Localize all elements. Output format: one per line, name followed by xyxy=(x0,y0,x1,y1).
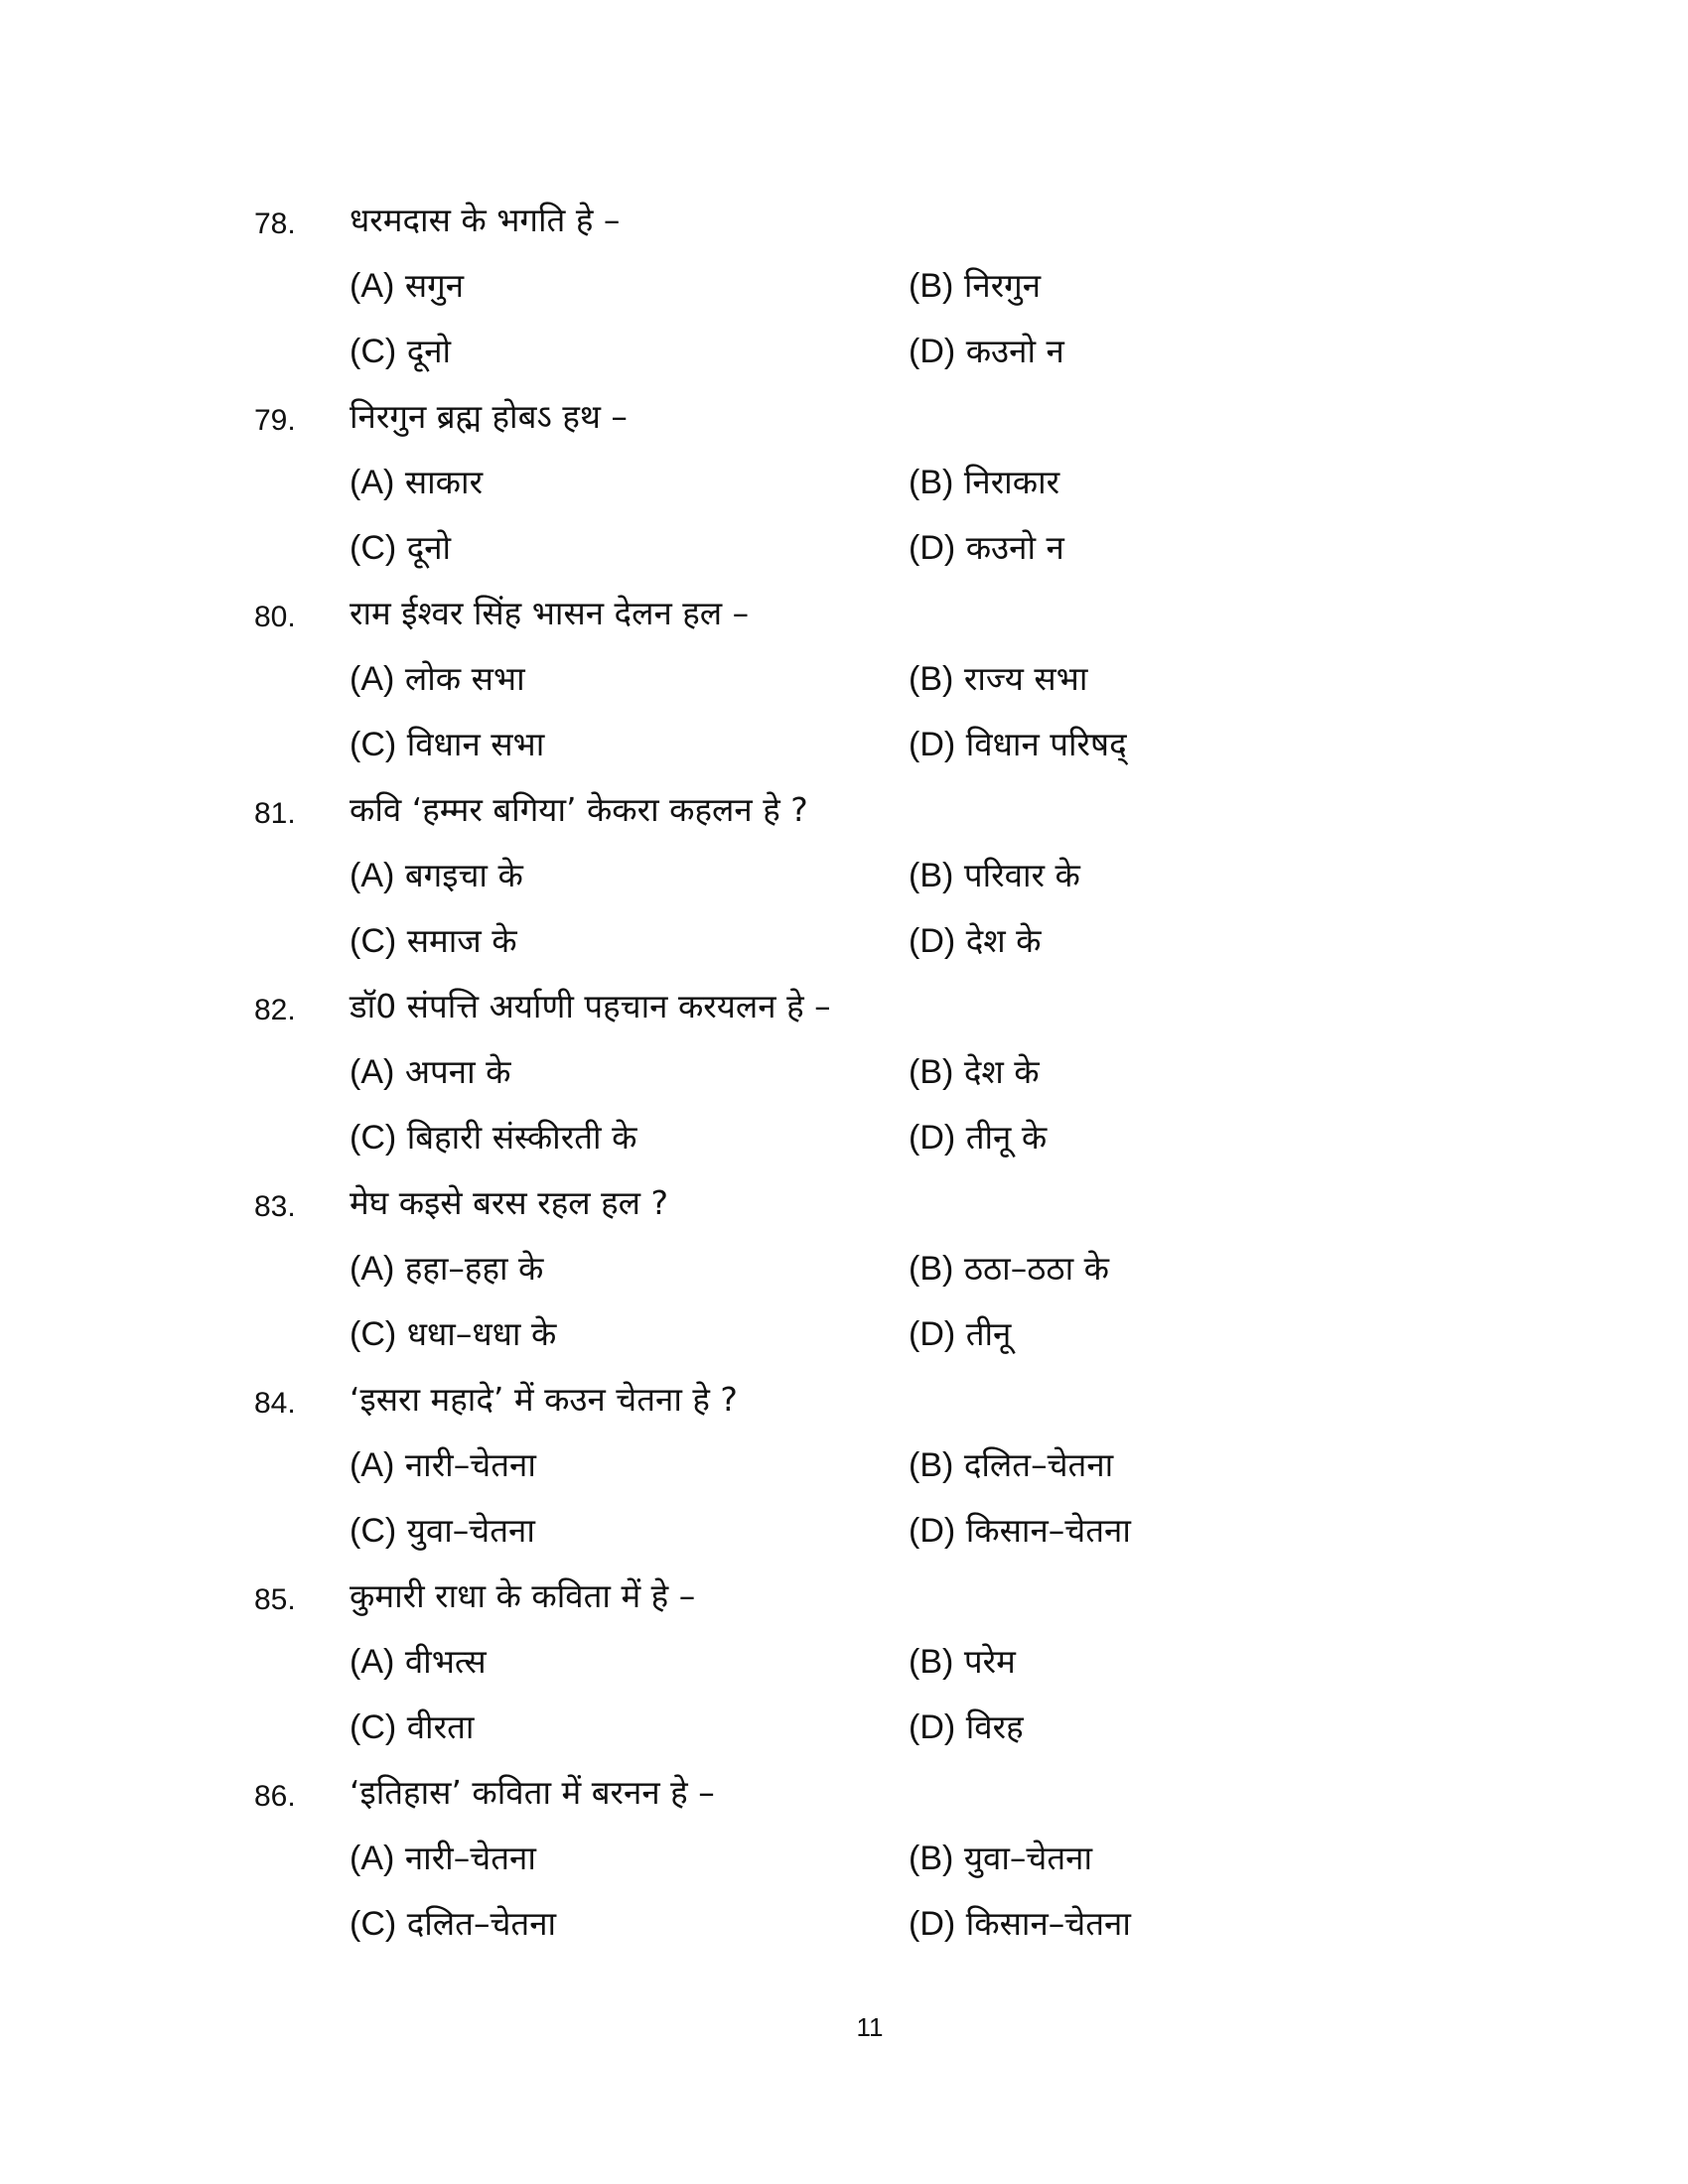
option-d xyxy=(909,1509,1131,1553)
option-text: निराकार xyxy=(963,463,1060,501)
question-79 xyxy=(0,381,1688,578)
question-number: 79. xyxy=(254,404,296,437)
option-letter: (D) xyxy=(909,726,956,763)
option-b xyxy=(909,1050,1040,1094)
question-text: निरगुन ब्रह्म होबऽ हथ – xyxy=(350,397,628,436)
option-a xyxy=(350,1640,487,1684)
option-text: विधान परिषद् xyxy=(965,725,1127,763)
option-d xyxy=(909,723,1127,766)
option-a xyxy=(350,1837,536,1880)
option-c xyxy=(350,526,451,570)
option-text: बिहारी संस्कीरती के xyxy=(406,1118,637,1157)
question-83 xyxy=(0,1167,1688,1364)
option-b xyxy=(909,1837,1092,1880)
question-82 xyxy=(0,971,1688,1167)
question-number: 81. xyxy=(254,797,296,830)
question-text: राम ईश्वर सिंह भासन देलन हल – xyxy=(350,594,750,632)
option-text: युवा–चेतना xyxy=(406,1511,535,1550)
option-c xyxy=(350,1706,474,1749)
option-d xyxy=(909,1902,1131,1946)
question-text: धरमदास के भगति हे – xyxy=(350,201,621,239)
option-text: किसान–चेतना xyxy=(965,1511,1131,1550)
option-letter: (B) xyxy=(909,857,954,894)
option-d xyxy=(909,1312,1011,1356)
option-c xyxy=(350,919,517,963)
option-text: परिवार के xyxy=(963,856,1080,894)
option-letter: (C) xyxy=(350,1512,397,1550)
question-number: 78. xyxy=(254,207,296,240)
question-84 xyxy=(0,1364,1688,1561)
option-c xyxy=(350,723,544,766)
option-a xyxy=(350,1443,536,1487)
question-text: ‘इतिहास’ कविता में बरनन हे – xyxy=(350,1773,715,1812)
option-text: युवा–चेतना xyxy=(963,1839,1092,1877)
option-text: समाज के xyxy=(406,921,517,960)
question-number: 83. xyxy=(254,1190,296,1223)
option-b xyxy=(909,1247,1109,1291)
option-a xyxy=(350,1050,510,1094)
option-a xyxy=(350,854,523,897)
option-d xyxy=(909,330,1064,373)
option-letter: (D) xyxy=(909,1708,956,1746)
option-c xyxy=(350,1509,535,1553)
option-text: नारी–चेतना xyxy=(404,1445,536,1484)
option-d xyxy=(909,1116,1047,1160)
option-a xyxy=(350,461,483,504)
option-letter: (A) xyxy=(350,464,395,501)
option-text: तीनू के xyxy=(965,1118,1048,1157)
option-b xyxy=(909,657,1087,701)
option-letter: (B) xyxy=(909,1840,954,1877)
option-a xyxy=(350,1247,543,1291)
option-letter: (B) xyxy=(909,660,954,698)
option-text: साकार xyxy=(404,463,484,501)
option-c xyxy=(350,330,451,373)
option-letter: (B) xyxy=(909,1643,954,1681)
option-b xyxy=(909,1443,1113,1487)
page-number: 11 xyxy=(856,2012,884,2042)
option-text: अपना के xyxy=(404,1052,511,1091)
option-text: वीभत्स xyxy=(404,1642,487,1681)
question-81 xyxy=(0,774,1688,971)
option-text: धधा–धधा के xyxy=(406,1314,557,1353)
option-letter: (D) xyxy=(909,529,956,567)
question-number: 84. xyxy=(254,1387,296,1420)
option-letter: (A) xyxy=(350,1053,395,1091)
option-letter: (D) xyxy=(909,1512,956,1550)
option-letter: (B) xyxy=(909,1446,954,1484)
question-text: मेघ कइसे बरस रहल हल ? xyxy=(350,1183,668,1222)
option-letter: (C) xyxy=(350,529,397,567)
option-a xyxy=(350,264,464,308)
question-80 xyxy=(0,578,1688,774)
option-letter: (C) xyxy=(350,1119,397,1157)
option-letter: (B) xyxy=(909,464,954,501)
option-d xyxy=(909,919,1042,963)
option-letter: (D) xyxy=(909,1315,956,1353)
option-c xyxy=(350,1902,556,1946)
option-b xyxy=(909,854,1080,897)
question-number: 86. xyxy=(254,1780,296,1813)
option-text: विरह xyxy=(965,1707,1024,1746)
question-text: कुमारी राधा के कविता में हे – xyxy=(350,1576,696,1615)
option-text: नारी–चेतना xyxy=(404,1839,536,1877)
option-text: हहा–हहा के xyxy=(404,1249,544,1288)
option-text: वीरता xyxy=(406,1707,475,1746)
option-d xyxy=(909,526,1064,570)
option-letter: (A) xyxy=(350,1840,395,1877)
option-letter: (D) xyxy=(909,333,956,370)
option-text: विधान सभा xyxy=(406,725,545,763)
question-text: ‘इसरा महादे’ में कउन चेतना हे ? xyxy=(350,1380,738,1419)
option-text: बगइचा के xyxy=(404,856,523,894)
option-letter: (A) xyxy=(350,1643,395,1681)
option-d xyxy=(909,1706,1024,1749)
option-c xyxy=(350,1116,636,1160)
option-letter: (A) xyxy=(350,1446,395,1484)
option-text: देश के xyxy=(963,1052,1040,1091)
option-text: राज्य सभा xyxy=(963,659,1088,698)
option-text: लोक सभा xyxy=(404,659,525,698)
option-letter: (B) xyxy=(909,267,954,305)
option-letter: (C) xyxy=(350,1905,397,1943)
option-text: दूनो xyxy=(406,528,452,567)
option-text: ठठा–ठठा के xyxy=(963,1249,1109,1288)
option-letter: (C) xyxy=(350,922,397,960)
option-letter: (D) xyxy=(909,1905,956,1943)
question-text: डॉ0 संपत्ति अर्याणी पहचान करयलन हे – xyxy=(350,987,831,1025)
option-c xyxy=(350,1312,556,1356)
option-b xyxy=(909,461,1059,504)
option-letter: (A) xyxy=(350,267,395,305)
option-text: देश के xyxy=(965,921,1042,960)
question-78 xyxy=(0,185,1688,381)
option-letter: (D) xyxy=(909,922,956,960)
question-85 xyxy=(0,1561,1688,1757)
option-text: किसान–चेतना xyxy=(965,1904,1131,1943)
question-number: 82. xyxy=(254,994,296,1026)
option-text: सगुन xyxy=(404,266,465,305)
question-number: 80. xyxy=(254,601,296,633)
option-text: दूनो xyxy=(406,332,452,370)
option-text: दलित–चेतना xyxy=(406,1904,557,1943)
option-text: तीनू xyxy=(965,1314,1012,1353)
option-text: निरगुन xyxy=(963,266,1042,305)
option-text: परेम xyxy=(963,1642,1016,1681)
option-text: कउनो न xyxy=(965,528,1064,567)
option-letter: (A) xyxy=(350,1250,395,1288)
option-letter: (B) xyxy=(909,1250,954,1288)
option-letter: (C) xyxy=(350,333,397,370)
option-letter: (B) xyxy=(909,1053,954,1091)
question-number: 85. xyxy=(254,1583,296,1616)
option-a xyxy=(350,657,525,701)
question-text: कवि ‘हम्मर बगिया’ केकरा कहलन हे ? xyxy=(350,790,808,829)
option-letter: (A) xyxy=(350,857,395,894)
option-text: दलित–चेतना xyxy=(963,1445,1114,1484)
option-letter: (D) xyxy=(909,1119,956,1157)
option-b xyxy=(909,1640,1016,1684)
option-letter: (A) xyxy=(350,660,395,698)
option-letter: (C) xyxy=(350,1708,397,1746)
question-86 xyxy=(0,1757,1688,1954)
option-letter: (C) xyxy=(350,726,397,763)
option-letter: (C) xyxy=(350,1315,397,1353)
option-text: कउनो न xyxy=(965,332,1064,370)
option-b xyxy=(909,264,1041,308)
